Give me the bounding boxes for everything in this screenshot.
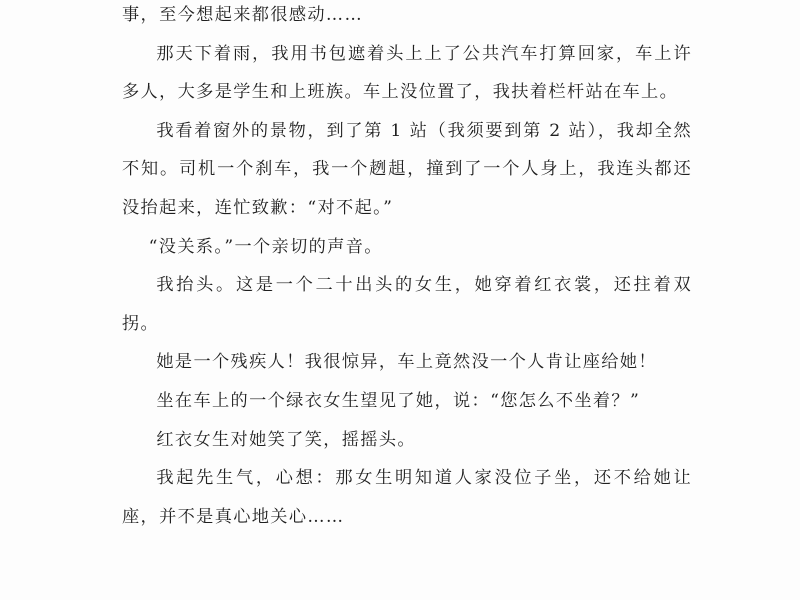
paragraph-2: 那天下着雨，我用书包遮着头上上了公共汽车打算回家，车上许多人，大多是学生和上班族。车上没位置了，我扶着栏杆站在车上。 [122, 43, 692, 103]
paragraph-8: 红衣女生对她笑了笑，摇摇头。 [156, 429, 416, 450]
paragraph-1: 事，至今想起来都很感动…… [122, 5, 363, 25]
paragraph-6: 她是一个残疾人！我很惊异，车上竟然没一个人肯让座给她！ [156, 352, 657, 373]
paragraph-4: “没关系。”一个亲切的声音。 [148, 236, 383, 257]
paragraph-5: 我抬头。这是一个二十出头的女生，她穿着红衣裳，还拄着双拐。 [122, 275, 692, 334]
paragraph-3: 我看着窗外的景物，到了第 1 站（我须要到第 2 站），我却全然不知。司机一个刹车，我一个趔趄，撞到了一个人身上，我连头都还没抬起来，连忙致歉：“对不起。” [122, 120, 692, 218]
paragraph-9: 我起先生气，心想：那女生明知道人家没位子坐，还不给她让座，并不是真心地关心…… [122, 468, 692, 527]
article-body [122, 0, 692, 536]
paragraph-7: 坐在车上的一个绿衣女生望见了她，说：“您怎么不坐着？” [156, 390, 641, 411]
